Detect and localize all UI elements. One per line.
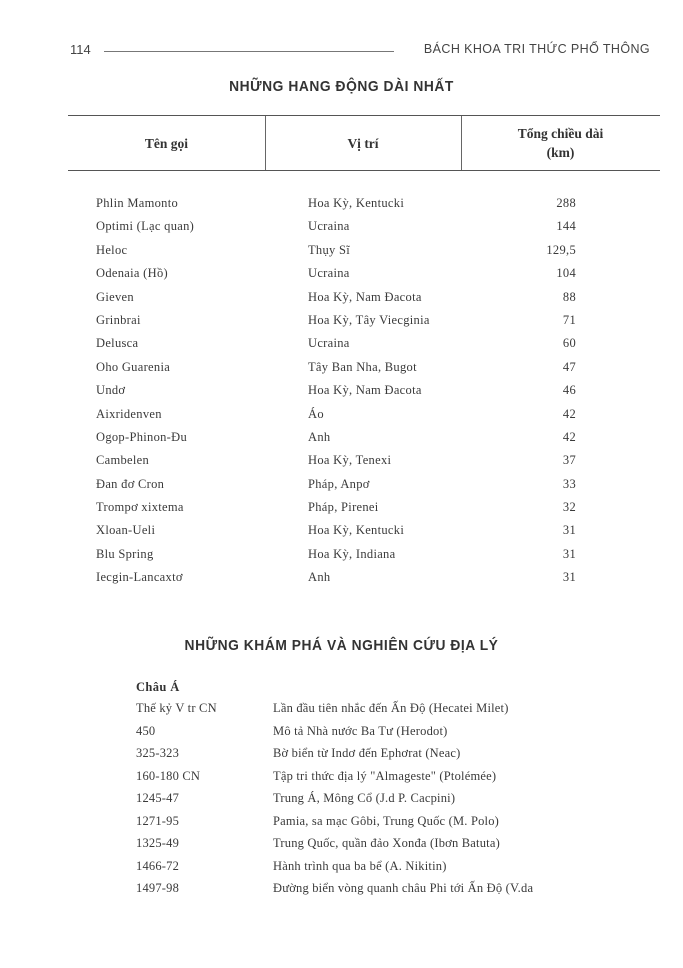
- cave-location: Hoa Kỳ, Kentucki: [308, 196, 405, 210]
- cave-length: 104: [556, 266, 576, 281]
- cave-name: Heloc: [96, 242, 128, 257]
- event-description: Lần đầu tiên nhắc đến Ấn Độ (Hecatei Milet): [273, 701, 509, 715]
- list-item: [0, 881, 683, 904]
- list-item: [0, 814, 683, 837]
- list-item: [0, 746, 683, 769]
- region-subheading: Châu Á: [136, 680, 180, 694]
- event-description: Hành trình qua ba bể (A. Nikitin): [273, 858, 447, 873]
- cave-location: Hoa Kỳ, Tenexi: [308, 453, 392, 468]
- list-item: [0, 836, 683, 859]
- cave-location: Hoa Kỳ, Tây Viecginia: [308, 312, 430, 327]
- cave-name: Đan đơ Cron: [96, 476, 165, 491]
- caves-table-header: [68, 115, 660, 171]
- event-date: 450: [136, 723, 156, 738]
- cave-name: Trompơ xixtema: [96, 500, 184, 515]
- cave-length: 288: [556, 196, 576, 210]
- cave-location: Anh: [308, 570, 331, 585]
- event-description: Tập tri thức địa lý "Almageste" (Ptolémée): [273, 768, 497, 783]
- page-number: 114: [70, 42, 91, 57]
- event-date: 325-323: [136, 746, 180, 760]
- table-row: [0, 523, 683, 546]
- table-row: [0, 430, 683, 453]
- cave-length: 32: [562, 500, 576, 515]
- cave-location: Áo: [308, 406, 324, 421]
- cave-location: Hoa Kỳ, Nam Đacota: [308, 289, 422, 304]
- table-row: [0, 313, 683, 336]
- list-item: [0, 724, 683, 747]
- table-row: [0, 547, 683, 570]
- cave-length: 37: [562, 453, 576, 468]
- cave-location: Anh: [308, 429, 331, 444]
- event-date: 1271-95: [136, 813, 180, 828]
- cave-name: Blu Spring: [96, 546, 154, 561]
- cave-length: 31: [562, 523, 576, 538]
- cave-name: Ogop-Phinon-Đu: [96, 429, 188, 444]
- cave-name: Phlin Mamonto: [96, 196, 179, 210]
- cave-length: 47: [562, 359, 576, 374]
- event-description: Mô tả Nhà nước Ba Tư (Herodot): [273, 723, 448, 738]
- table-row: [0, 266, 683, 289]
- cave-location: Pháp, Anpơ: [308, 476, 370, 491]
- cave-name: Iecgin-Lancaxtơ: [96, 570, 183, 585]
- event-date: 1245-47: [136, 791, 180, 805]
- table-row: [0, 243, 683, 266]
- cave-length: 144: [556, 219, 576, 234]
- discoveries-section-title: NHỮNG KHÁM PHÁ VÀ NGHIÊN CỨU ĐỊA LÝ: [184, 637, 499, 654]
- list-item: [0, 701, 683, 724]
- cave-name: Optimi (Lạc quan): [96, 219, 195, 234]
- column-header-location: Vị trí: [347, 135, 379, 151]
- event-description: Bờ biển từ Indơ đến Ephơrat (Neac): [273, 746, 461, 760]
- cave-length: 33: [562, 476, 576, 491]
- table-row: [0, 290, 683, 313]
- cave-length: 88: [562, 289, 576, 304]
- cave-length: 42: [562, 406, 576, 421]
- cave-length: 129,5: [546, 242, 576, 257]
- column-header-length: Tổng chiều dài (km): [517, 126, 604, 160]
- cave-length: 31: [562, 570, 576, 585]
- cave-location: Ucraina: [308, 336, 350, 351]
- cave-length: 31: [562, 546, 576, 561]
- table-row: [0, 500, 683, 523]
- table-row: [0, 477, 683, 500]
- cave-location: Hoa Kỳ, Nam Đacota: [308, 383, 422, 398]
- cave-name: Odenaia (Hồ): [96, 266, 168, 281]
- table-row: [0, 196, 683, 219]
- cave-name: Grinbrai: [96, 312, 141, 327]
- caves-section-title: NHỮNG HANG ĐỘNG DÀI NHẤT: [229, 78, 454, 95]
- table-row: [0, 360, 683, 383]
- cave-name: Oho Guarenia: [96, 359, 171, 374]
- event-date: 1325-49: [136, 836, 180, 850]
- discoveries-list: [0, 701, 683, 904]
- event-description: Đường biển vòng quanh châu Phi tới Ấn Độ (V.da: [273, 881, 534, 895]
- event-date: 1497-98: [136, 881, 180, 895]
- column-header-name: Tên gọi: [144, 135, 189, 151]
- book-title: BÁCH KHOA TRI THỨC PHỔ THÔNG: [423, 42, 650, 56]
- table-row: [0, 336, 683, 359]
- cave-name: Aixridenven: [96, 406, 162, 421]
- table-row: [0, 219, 683, 242]
- event-description: Trung Á, Mông Cổ (J.d P. Cacpini): [273, 791, 456, 805]
- list-item: [0, 769, 683, 792]
- cave-location: Thụy Sĩ: [308, 242, 351, 257]
- event-date: Thế kỷ V tr CN: [136, 701, 217, 715]
- event-date: 160-180 CN: [136, 768, 201, 783]
- cave-name: Undơ: [96, 383, 126, 398]
- table-row: [0, 407, 683, 430]
- cave-location: Hoa Kỳ, Indiana: [308, 546, 396, 561]
- table-row: [0, 453, 683, 476]
- cave-name: Delusca: [96, 336, 139, 351]
- event-date: 1466-72: [136, 858, 180, 873]
- cave-location: Tây Ban Nha, Bugot: [308, 359, 417, 374]
- cave-location: Ucraina: [308, 219, 350, 234]
- list-item: [0, 791, 683, 814]
- cave-length: 60: [562, 336, 576, 351]
- cave-length: 42: [562, 429, 576, 444]
- running-header: [70, 40, 650, 60]
- header-rule: [104, 51, 394, 52]
- list-item: [0, 859, 683, 882]
- event-description: Trung Quốc, quần đảo Xonđa (Ibơn Batuta): [273, 836, 500, 850]
- caves-table-body: [0, 196, 683, 594]
- cave-name: Gieven: [96, 289, 134, 304]
- cave-name: Cambelen: [96, 453, 150, 468]
- cave-name: Xloan-Ueli: [96, 523, 156, 538]
- cave-location: Pháp, Pirenei: [308, 500, 379, 515]
- cave-length: 46: [562, 383, 576, 398]
- event-description: Pamia, sa mạc Gôbi, Trung Quốc (M. Polo): [273, 813, 500, 828]
- cave-length: 71: [562, 312, 576, 327]
- cave-location: Ucraina: [308, 266, 350, 281]
- cave-location: Hoa Kỳ, Kentucki: [308, 523, 405, 538]
- table-row: [0, 570, 683, 593]
- table-row: [0, 383, 683, 406]
